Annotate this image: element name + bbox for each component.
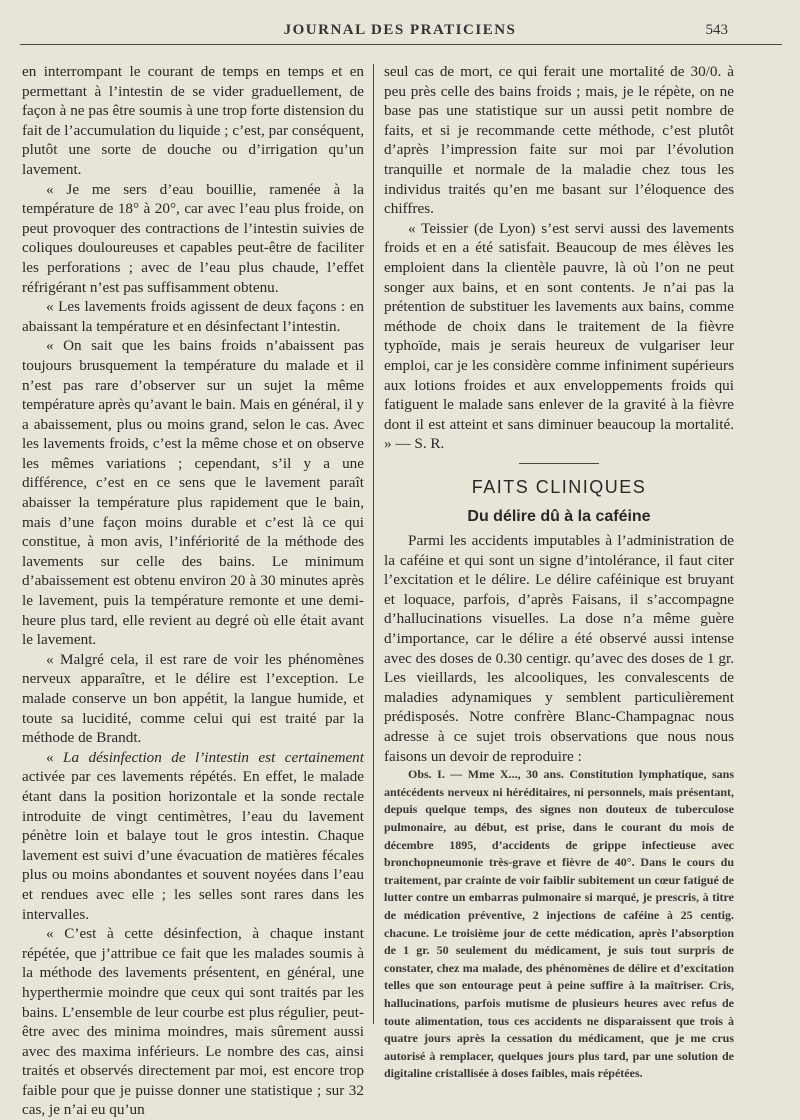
paragraph: « C’est à cette désinfection, à chaque instant répétée, que j’attribue ce fait que les malades soumis à la méthode des lavements présentent, en général, une hyperthermie moindre que ceux qui sont traités par les bains. L’ensemble de leur courbe est plus régulier, peut-être avec des minima moindres, mais sûrement aussi avec des maxima inférieurs. Le nombre des cas, ainsi traités et observés directement par moi, est encore trop faible pour que je puisse donner une statistique ; sur 32 cas, je n’ai eu qu’un — [22, 925, 364, 1119]
article-title: Du délire dû à la caféine — [467, 508, 651, 526]
observation-text: Obs. I. — Mme X..., 30 ans. Constitution lymphatique, sans antécédents nerveux ni héréditaires, ni personnels, mais présentant, depuis quelque temps, des signes non douteux de tuberculose pulmonaire, au début, est prise, dans le courant du mois de décembre 1895, d’accidents de grippe infectieuse avec bronchopneumonie très-grave et fièvre de 40°. Dans le cours du traitement, par crainte de voir faiblir subitement un cœur fatigué de lutter contre un embarras pulmonaire si marqué, je prescris, à titre de médication préventive, 2 injections de caféine à 25 centig. chacune. Le troisième jour de cette médication, après l’absorption de 1 gr. 50 seulement du médicament, je suis tout surpris de constater, chez ma malade, des phénomènes de délire et d’excitation telles que son entourage peut à peine suffire à la maîtriser. Cris, hallucinations, parfois mutisme de plusieurs heures avec refus de toute alimentation, tous ces accidents ne disparaissent que trois à quatre jours après la cessation du médicament, que je me crus autorisé à remplacer, quelques jours plus tard, par une solution de digitaline cristallisée à doses faibles, mais répétées. — [384, 767, 734, 1081]
paragraph: « Malgré cela, il est rare de voir les phénomènes nerveux apparaître, et le délire est l’exception. Le malade conserve un bon appétit, la langue humide, et toute sa lucidité, comme celui qui est traité par la méthode de Brandt. — [22, 650, 364, 747]
section-title: FAITS CLINIQUES — [471, 476, 647, 497]
running-head — [0, 22, 800, 42]
paragraph-rest: activée par ces lavements répétés. En effet, le malade étant dans la position horizontale et la sonde rectale introduite de vingt centimètres, l’eau du lavement pénètre loin et balaye tout le gros intestin. Chaque lavement est suivi d’une évacuation de matières fécales plus ou moins abondantes et souvent noyées dans l’eau et rendues avec elle ; les selles sont rares dans les intervalles. — [22, 768, 364, 923]
paragraph-disinfection: « La désinfection de l’intestin est certainement activée par ces lavements répétés. En effet, le malade étant dans la position horizontale et la sonde rectale introduite de vingt centimètres, l’eau du lavement pénètre loin et balaye tout le gros intestin. Chaque lavement est suivi d’une évacuation de matières fécales plus ou moins abondantes et souvent noyées dans l’eau et rendues avec elle ; les selles sont rares dans les intervalles. — [22, 748, 364, 923]
paragraph: « On sait que les bains froids n’abaissent pas toujours brusquement la température du malade et il n’est pas rare d’observer sur un sujet la même température après qu’avant le bain. Mais en général, il y a abaissement, plus ou moins grand, selon le cas. Avec les lavements froids, c’est la même chose et on observe les mêmes variations ; cependant, s’il y a une différence, c’est en ce sens que le lavement paraît abaisser la température plus rapidement que le bain, mais d’une façon moins durable et c’est là ce qui constitue, à mon avis, l’infériorité de la méthode des lavements sur celle des bains. Le minimum d’abaissement est obtenu environ 20 à 30 minutes après le lavement, puis la température remonte et une demi-heure plus tard, elle revient au degré où elle était avant le lavement. — [22, 337, 365, 649]
paragraph: « Teissier (de Lyon) s’est servi aussi des lavements froids et en a été satisfait. Beaucoup de mes élèves les emploient dans la clientèle pauvre, là où l’on ne peut songer aux bains, et en sont contents. Je n’ai pas la prétention de substituer les lavements aux bains, comme méthode de choix dans le traitement de la fièvre typhoïde, mais je serais heureux de vulgariser leur emploi, car je les considère comme infiniment supérieurs aux lotions froides et aux enveloppements froids qui fatiguent le malade sans enlever de la gravité à la fièvre dont il est atteint et sans diminuer beaucoup la mortalité. » — S. R. — [384, 219, 734, 453]
section-separator — [519, 463, 599, 464]
paragraph: en interrompant le courant de temps en temps et en permettant à l’intestin de se vider graduellement, de façon à ne pas être soumis à une trop forte distension du fait de l’accumulation du liquide ; c’est, par conséquent, plutôt une sorte de douche ou d’irrigation qu’un lavement. — [22, 63, 364, 178]
paragraph: seul cas de mort, ce qui ferait une mortalité de 30/0. à peu près celle des bains froids ; mais, je le répète, on ne base pas une statistique sur un aussi petit nombre de faits, et si je recommande cette méthode, c’est plutôt d’après l’impression faite sur moi par l’évolution tranquille et normale de la maladie chez tous les individus traités qu’en me basant sur l’éloquence des chiffres. — [384, 63, 734, 218]
journal-title: JOURNAL DES PRATICIENS — [283, 22, 517, 38]
italic-lead: La désinfection de l’intestin est certainement — [63, 748, 364, 766]
paragraph: « Les lavements froids agissent de deux façons : en abaissant la température et en désinfectant l’intestin. — [22, 298, 364, 335]
left-column — [22, 62, 364, 1120]
paragraph: « Je me sers d’eau bouillie, ramenée à la température de 18° à 20°, car avec l’eau plus froide, on peut provoquer des contractions de l’intestin suivies de coliques douloureuses et capables peut-être de faciliter les perforations ; avec de l’eau plus chaude, l’effet réfrigérant n’est pas suffisamment obtenu. — [22, 180, 364, 296]
page-number: 543 — [705, 22, 728, 38]
column-divider — [373, 64, 374, 1024]
right-column — [384, 62, 734, 1083]
header-rule — [20, 44, 782, 45]
article-paragraph: Parmi les accidents imputables à l’administration de la caféine et qui sont un signe d’intolérance, il faut citer l’excitation et le délire. Le délire caféinique est bruyant et loquace, parfois, d’après Faisans, il s’accompagne d’hallucinations visuelles. La dose n’a même guère d’importance, car le délire a été observé aussi intense avec des doses de 0.30 centigr. qu’avec des doses de 1 gr. Les vieillards, les alcooliques, les convalescents de maladies adynamiques y semblent particulièrement prédisposés. Notre confrère Blanc-Champagnac nous adresse à ce sujet trois observations que nous nous faisons un devoir de reproduire : — [384, 532, 734, 765]
